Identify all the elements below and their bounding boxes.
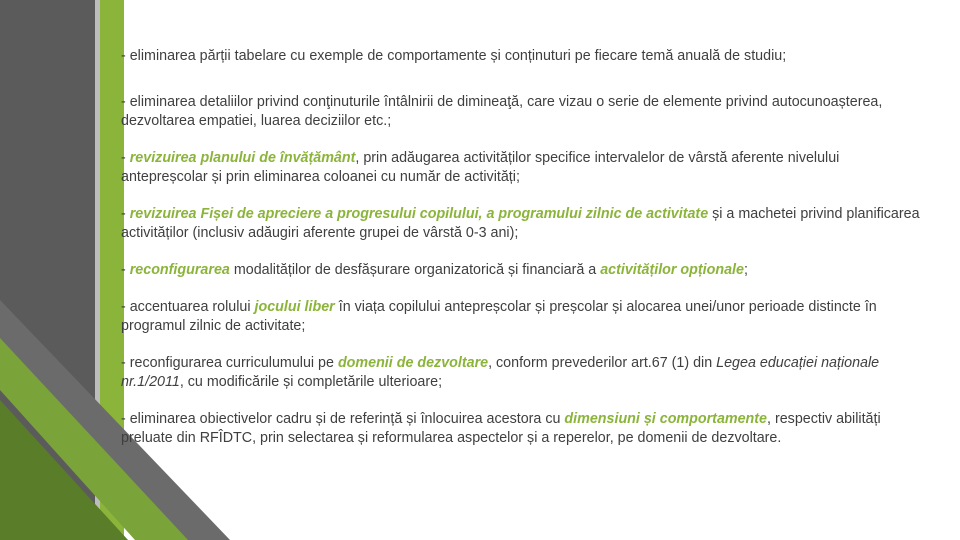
highlighted-term: activităților opționale [600, 262, 744, 278]
item-text: , prin adăugarea activităților specifice intervalelor de vârstă aferente nivelului antepreșcolar și prin eliminarea coloanei cu număr de activități; [121, 150, 840, 185]
highlighted-term: domenii de dezvoltare [337, 355, 489, 371]
item-text: în viața copilului antepreșcolar și preșcolar și alocarea unei/unor perioade distincte în programul zilnic de activitate; [121, 299, 877, 334]
item-text: - [121, 150, 130, 166]
highlighted-term: jocului liber [254, 299, 335, 315]
highlighted-term: dimensiuni și comportamente [564, 411, 768, 427]
item-text: , respectiv abilități preluate din RFÎDTC, prin selectarea și reformularea aspectelor și a reperelor, pe domenii de dezvoltare. [121, 411, 881, 446]
highlighted-term: reconfigurarea [129, 262, 230, 278]
list-item [121, 261, 921, 280]
list-item [121, 354, 921, 392]
highlighted-term: revizuirea Fișei de apreciere a progresului copilului, a programului zilnic de activitate [129, 206, 709, 222]
item-text: - accentuarea rolului [121, 299, 255, 315]
list-item [121, 93, 921, 131]
item-text: - reconfigurarea curriculumului pe [121, 355, 338, 371]
item-text: - [121, 262, 130, 278]
item-text: modalităților de desfășurare organizatorică și financiară a [229, 262, 601, 278]
item-text: și a machetei privind planificarea activităților (inclusiv adăugiri aferente grupei de vârstă 0-3 ani); [121, 206, 920, 241]
item-text: - [121, 206, 130, 222]
item-text: - eliminarea detaliilor privind conţinuturile întâlnirii de dimineaţă, care vizau o serie de elemente privind autocunoașterea, dezvoltarea empatiei, luarea deciziilor etc.; [121, 94, 883, 129]
bullet-list [121, 47, 921, 466]
highlighted-term: revizuirea planului de învățământ [129, 150, 356, 166]
list-item [121, 47, 921, 66]
list-item [121, 205, 921, 243]
item-text: , cu modificările și completările ulterioare; [179, 374, 443, 390]
item-text: - eliminarea părții tabelare cu exemple de comportamente și conținuturi pe fiecare temă anuală de studiu; [121, 48, 787, 64]
list-item [121, 410, 921, 448]
list-item [121, 298, 921, 336]
item-text: ; [743, 262, 748, 278]
list-item [121, 149, 921, 187]
item-text: , conform prevederilor art.67 (1) din [488, 355, 717, 371]
item-text: - eliminarea obiectivelor cadru și de referință și înlocuirea acestora cu [121, 411, 565, 427]
law-reference: Legea educației naționale nr.1/2011 [121, 355, 880, 390]
